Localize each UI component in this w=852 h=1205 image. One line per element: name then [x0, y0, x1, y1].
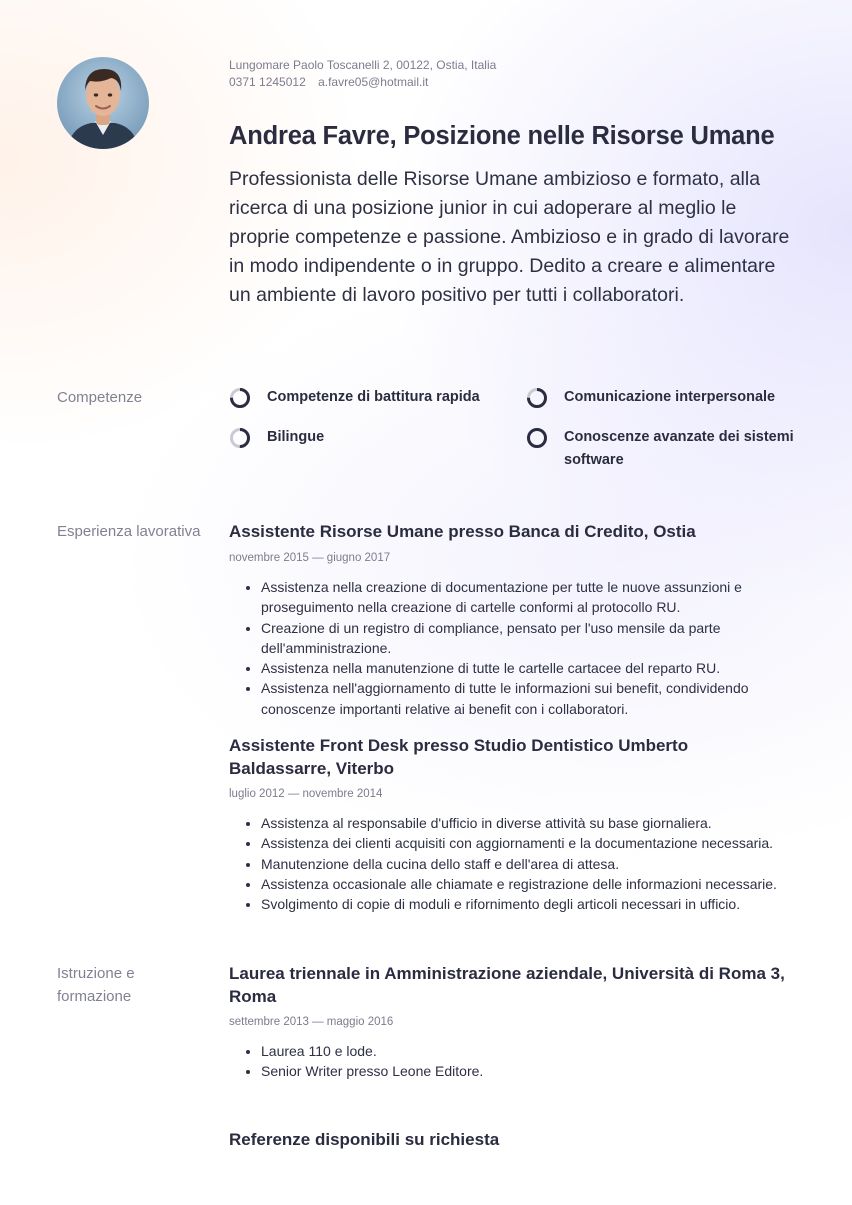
skill-item [526, 386, 775, 409]
skill-name: Bilingue [267, 429, 325, 445]
avatar-portrait-image [57, 57, 149, 149]
phone-number: 0371 1245012 [229, 75, 306, 89]
job-title: Assistente Risorse Umane presso Banca di Credito, Ostia [229, 522, 696, 541]
address: Lungomare Paolo Toscanelli 2, 00122, Ostia, Italia [229, 58, 497, 72]
references-note: Referenze disponibili su richiesta [229, 1130, 500, 1149]
list-item: • Laurea 110 e lode. [261, 1041, 821, 1061]
list-item: • Svolgimento di copie di moduli e rifornimento degli articoli necessari in ufficio. [261, 894, 821, 914]
skill-level-ring-icon [526, 427, 548, 449]
list-item: • Creazione di un registro di compliance, pensato per l'uso mensile da parte dell'amministrazione. [261, 618, 821, 659]
list-item: • Assistenza dei clienti acquisiti con aggiornamenti e la documentazione necessaria. [261, 833, 821, 853]
skill-item [229, 426, 324, 449]
skill-level-ring-icon [526, 387, 548, 409]
skills-section-label: Competenze [57, 389, 143, 406]
education-dates: settembre 2013 — maggio 2016 [229, 1016, 394, 1028]
skill-name: Comunicazione interpersonale [564, 389, 776, 405]
list-item: • Manutenzione della cucina dello staff e dell'area di attesa. [261, 854, 821, 874]
skill-level-ring-icon [229, 387, 251, 409]
list-item: • Assistenza nella manutenzione di tutte le cartelle cartacee del reparto RU. [261, 658, 821, 678]
job-bullets [229, 813, 821, 914]
skill-level-ring-icon [229, 427, 251, 449]
email-address: a.favre05@hotmail.it [318, 75, 429, 89]
experience-section-label: Esperienza lavorativa [57, 523, 201, 540]
job-dates: novembre 2015 — giugno 2017 [229, 552, 391, 564]
education-title: Laurea triennale in Amministrazione aziendale, Università di Roma 3, Roma [229, 964, 785, 1006]
skill-item [526, 426, 796, 472]
page-title: Andrea Favre, Posizione nelle Risorse Umane [229, 122, 775, 150]
job-bullets [229, 577, 821, 719]
list-item: • Senior Writer presso Leone Editore. [261, 1061, 821, 1081]
contact-info [229, 57, 496, 91]
education-bullets [229, 1041, 821, 1082]
job-title: Assistente Front Desk presso Studio Dentistico Umberto Baldassarre, Viterbo [229, 736, 689, 778]
skill-name: Competenze di battitura rapida [267, 389, 480, 405]
list-item: • Assistenza al responsabile d'ufficio in diverse attività su base giornaliera. [261, 813, 821, 833]
list-item: • Assistenza occasionale alle chiamate e registrazione delle informazioni necessarie. [261, 874, 821, 894]
skill-name: Conoscenze avanzate dei sistemi software [564, 429, 794, 468]
education-section-label: Istruzione e formazione [57, 965, 135, 1005]
list-item: • Assistenza nell'aggiornamento di tutte le informazioni sui benefit, condividendo conoscenze importanti relative ai benefit con i collaboratori. [261, 678, 821, 719]
job-dates: luglio 2012 — novembre 2014 [229, 788, 383, 800]
skill-item [229, 386, 480, 409]
profile-summary: Professionista delle Risorse Umane ambizioso e formato, alla ricerca di una posizione junior in cui adoperare al meglio le proprie competenze e passione. Ambizioso e in grado di lavorare in modo indipendente o in gruppo. Dedito a creare e alimentare un ambiente di lavoro positivo per tutti i collaboratori. [229, 168, 790, 306]
profile-photo [57, 57, 149, 149]
list-item: • Assistenza nella creazione di documentazione per tutte le nuove assunzioni e proseguimento nella creazione di cartelle conformi al protocollo RU. [261, 577, 821, 618]
